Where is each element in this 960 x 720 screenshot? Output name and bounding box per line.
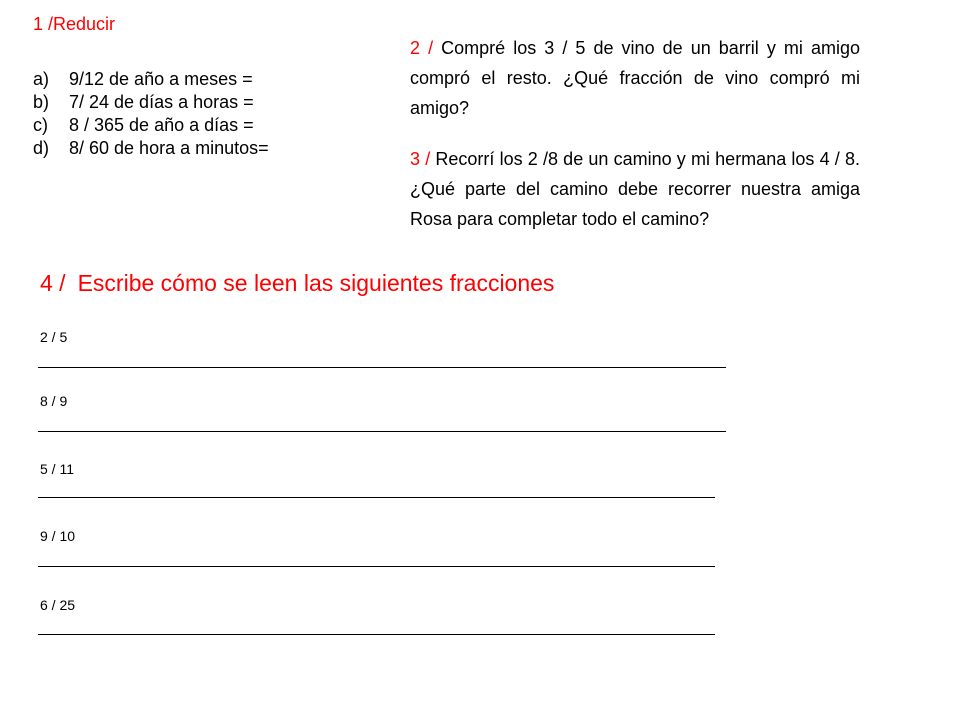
item-letter: c) <box>33 115 48 135</box>
section-4-number: 4 / <box>40 270 66 296</box>
answer-line[interactable] <box>38 566 715 567</box>
problem-2-paragraph <box>410 33 860 123</box>
problem-2-text: Compré los 3 / 5 de vino de un barril y mi amigo compró el resto. ¿Qué fracción de vino compró mi amigo? <box>410 38 860 118</box>
item-text: 7/ 24 de días a horas = <box>69 92 254 112</box>
list-item <box>33 91 269 114</box>
section-4-title: Escribe cómo se leen las siguientes fracciones <box>77 270 555 296</box>
list-item <box>33 114 269 137</box>
item-text: 8/ 60 de hora a minutos= <box>69 138 269 158</box>
problem-3-number: 3 / <box>410 149 431 169</box>
answer-line[interactable] <box>38 367 726 368</box>
fraction-label: 2 / 5 <box>40 329 68 345</box>
section-1-heading: 1 /Reducir <box>33 14 116 34</box>
fraction-label: 6 / 25 <box>40 597 76 613</box>
item-text: 8 / 365 de año a días = <box>69 115 254 135</box>
problem-3-paragraph <box>410 144 860 234</box>
answer-line[interactable] <box>38 431 726 432</box>
item-letter: b) <box>33 92 50 112</box>
item-text: 9/12 de año a meses = <box>69 69 253 89</box>
answer-line[interactable] <box>38 634 715 635</box>
item-letter: a) <box>33 69 50 89</box>
reduce-exercise-list <box>33 68 269 160</box>
problem-3-text: Recorrí los 2 /8 de un camino y mi hermana los 4 / 8. ¿Qué parte del camino debe recorrer nuestra amiga Rosa para completar todo el camino? <box>410 149 860 229</box>
section-4-heading <box>40 270 554 297</box>
fraction-label: 9 / 10 <box>40 528 76 544</box>
fraction-label: 5 / 11 <box>40 461 74 477</box>
list-item <box>33 137 269 160</box>
item-letter: d) <box>33 138 50 158</box>
problem-2-number: 2 / <box>410 38 434 58</box>
list-item <box>33 68 269 91</box>
fraction-label: 8 / 9 <box>40 393 68 409</box>
answer-line[interactable] <box>38 497 715 498</box>
